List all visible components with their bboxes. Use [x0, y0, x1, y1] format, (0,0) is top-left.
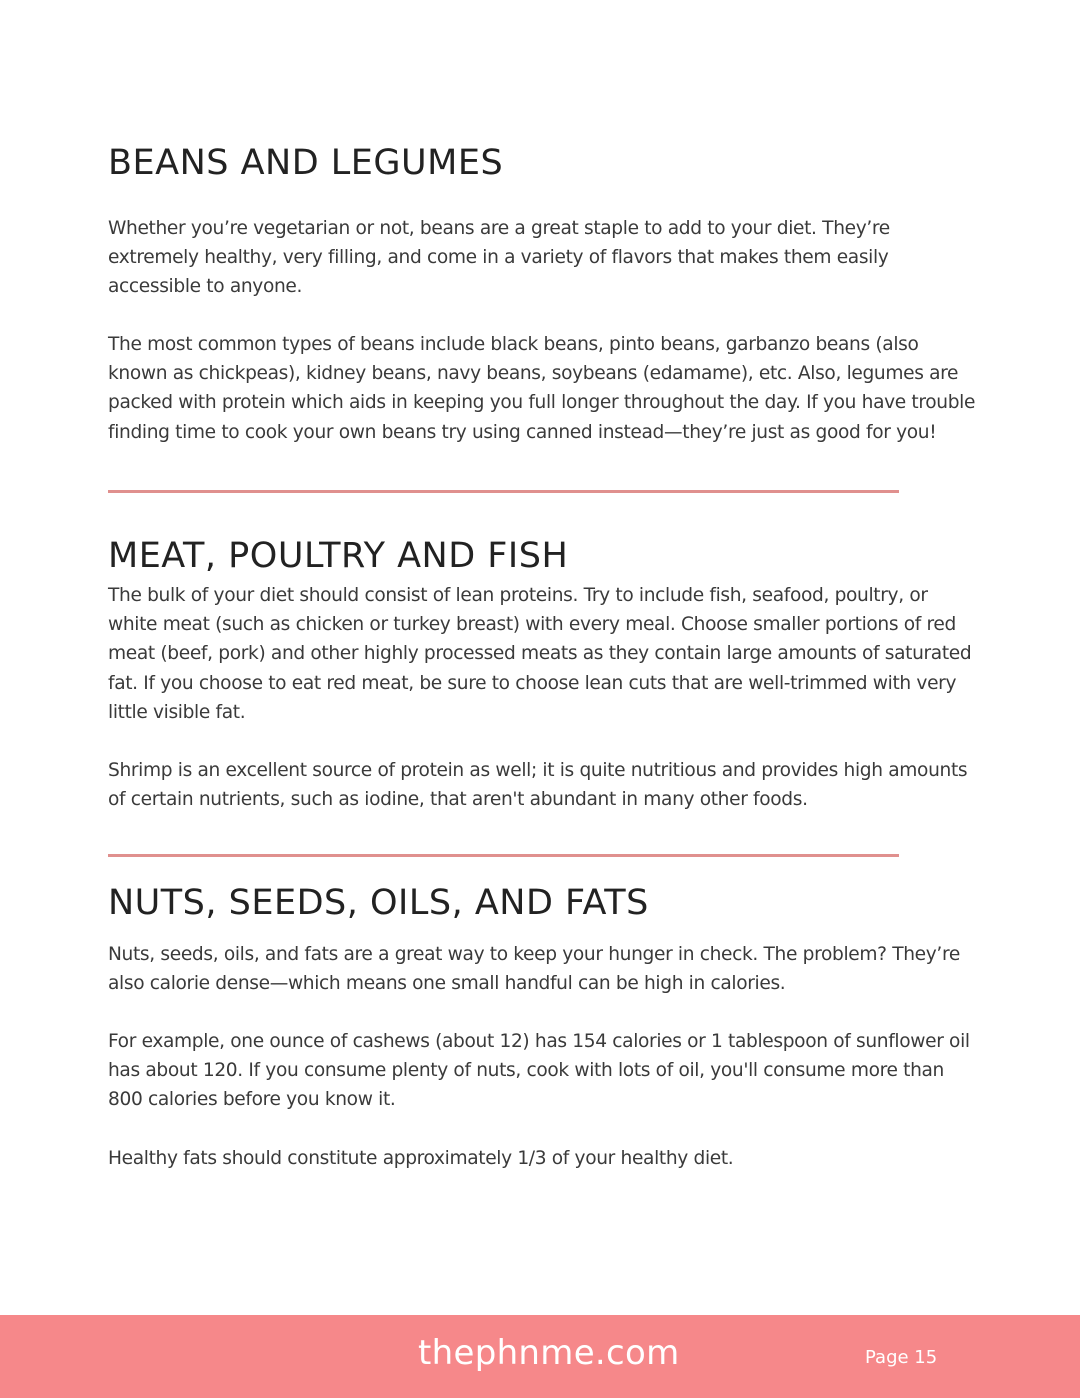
nuts-paragraph-2: For example, one ounce of cashews (about 12) has 154 calories or 1 tablespoon of sunflower oil has about 120. If you consume plenty of nuts, cook with lots of oil, you'll consume more than 800 calories before you know it. — [108, 1031, 970, 1111]
section-heading-nuts: NUTS, SEEDS, OILS, AND FATS — [108, 883, 649, 923]
meat-paragraph-1: The bulk of your diet should consist of lean proteins. Try to include fish, seafood, poultry, or white meat (such as chicken or turkey breast) with every meal. Choose smaller portions of red meat (beef, pork) and other highly processed meats as they contain large amounts of saturated fat. If you choose to eat red meat, be sure to choose lean cuts that are well-trimmed with very little visible fat. — [108, 585, 972, 723]
meat-paragraph-2: Shrimp is an excellent source of protein as well; it is quite nutritious and provides high amounts of certain nutrients, such as iodine, that aren't abundant in many other foods. — [108, 760, 968, 811]
footer-site-link[interactable]: thephnme.com — [418, 1333, 680, 1373]
section-divider — [108, 854, 899, 857]
beans-paragraph-1: Whether you’re vegetarian or not, beans are a great staple to add to your diet. They’re extremely healthy, very filling, and come in a variety of flavors that makes them easily accessible to anyone. — [108, 218, 890, 298]
section-heading-meat: MEAT, POULTRY AND FISH — [108, 536, 569, 576]
nuts-paragraph-1: Nuts, seeds, oils, and fats are a great way to keep your hunger in check. The problem? They’re also calorie dense—which means one small handful can be high in calories. — [108, 944, 960, 995]
page-footer — [0, 1315, 1080, 1398]
page-number: Page 15 — [865, 1347, 938, 1368]
section-divider — [108, 490, 899, 493]
section-heading-beans: BEANS AND LEGUMES — [108, 143, 504, 183]
nuts-paragraph-3: Healthy fats should constitute approximately 1/3 of your healthy diet. — [108, 1148, 734, 1169]
beans-paragraph-2: The most common types of beans include black beans, pinto beans, garbanzo beans (also known as chickpeas), kidney beans, navy beans, soybeans (edamame), etc. Also, legumes are packed with protein which aids in keeping you full longer throughout the day. If you have trouble finding time to cook your own beans try using canned instead—they’re just as good for you! — [108, 334, 976, 443]
